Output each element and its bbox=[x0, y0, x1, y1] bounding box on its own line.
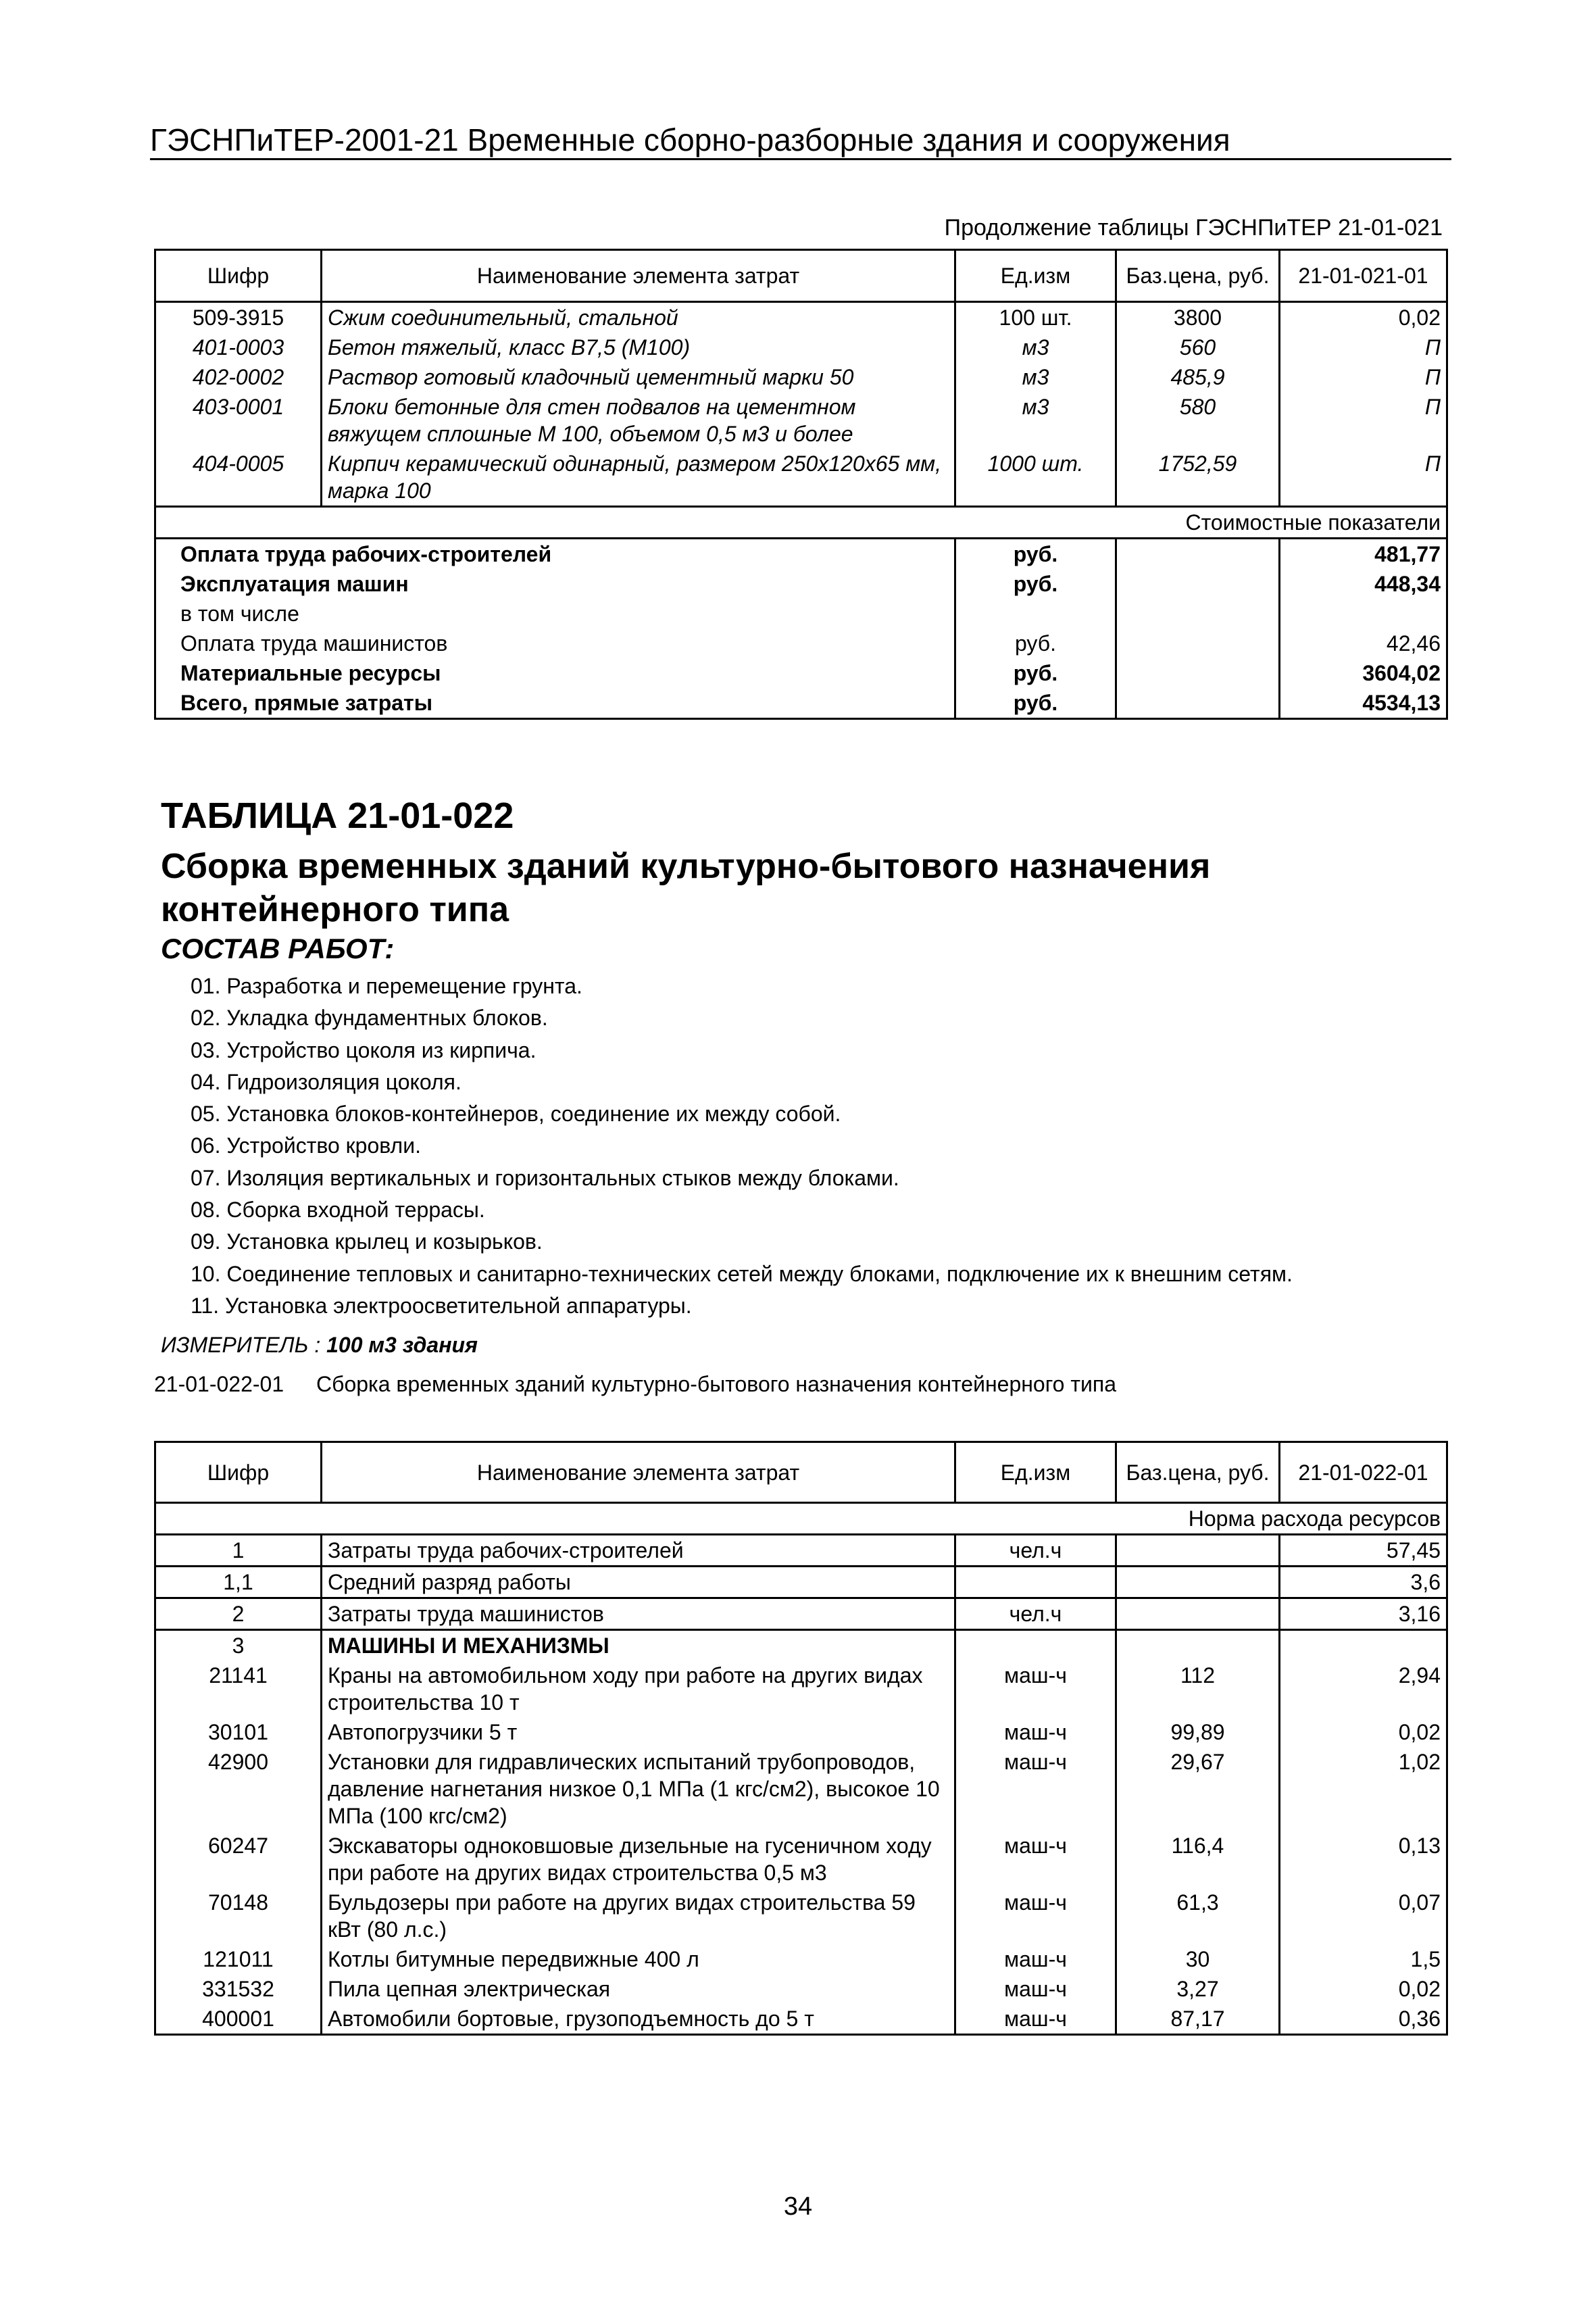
row-name: Затраты труда рабочих-строителей bbox=[322, 1535, 955, 1567]
cost-name: Материальные ресурсы bbox=[155, 658, 955, 688]
cost-row bbox=[155, 599, 1447, 629]
table-name: Сборка временных зданий культурно-бытового назначения контейнерного типа bbox=[161, 847, 1211, 929]
running-header: ГЭСНПиТЕР-2001-21 Временные сборно-разборные здания и сооружения bbox=[150, 122, 1230, 157]
row-value bbox=[1280, 1630, 1447, 1661]
row-price: 1752,59 bbox=[1116, 449, 1280, 507]
rate-code: 21-01-022-01 bbox=[154, 1372, 284, 1396]
cost-header: Стоимостные показатели bbox=[155, 507, 1447, 539]
table-row bbox=[155, 1717, 1447, 1747]
row-price: 580 bbox=[1116, 392, 1280, 449]
row-value: 0,36 bbox=[1280, 2004, 1447, 2035]
list-item: 11. Установка электроосветительной аппаратуры. bbox=[191, 1293, 692, 1318]
table-row bbox=[155, 362, 1447, 392]
row-unit: чел.ч bbox=[955, 1535, 1116, 1567]
table-row bbox=[155, 333, 1447, 362]
column-header-rate: 21-01-021-01 bbox=[1280, 250, 1447, 302]
cost-value: 481,77 bbox=[1280, 539, 1447, 570]
row-value: 0,02 bbox=[1280, 302, 1447, 333]
row-name: МАШИНЫ И МЕХАНИЗМЫ bbox=[322, 1630, 955, 1661]
row-price: 485,9 bbox=[1116, 362, 1280, 392]
table-row bbox=[155, 449, 1447, 507]
list-item: 08. Сборка входной террасы. bbox=[191, 1198, 485, 1223]
row-value: П bbox=[1280, 449, 1447, 507]
row-unit: чел.ч bbox=[955, 1598, 1116, 1630]
cost-price-empty bbox=[1116, 688, 1280, 719]
row-code: 30101 bbox=[155, 1717, 322, 1747]
row-unit bbox=[955, 1567, 1116, 1598]
norm-header-row bbox=[155, 1503, 1447, 1535]
list-item: 10. Соединение тепловых и санитарно-технических сетей между блоками, подключение их к внешним сетям. bbox=[191, 1261, 1293, 1286]
list-item: 09. Установка крылец и козырьков. bbox=[191, 1229, 543, 1254]
row-code: 400001 bbox=[155, 2004, 322, 2035]
table-row bbox=[155, 1974, 1447, 2004]
table-row bbox=[155, 1747, 1447, 1831]
table-row bbox=[155, 1567, 1447, 1598]
header-rule bbox=[150, 158, 1451, 160]
row-code: 402-0002 bbox=[155, 362, 322, 392]
works-list bbox=[191, 970, 1293, 1322]
row-name: Бетон тяжелый, класс В7,5 (М100) bbox=[322, 333, 955, 362]
row-code: 1,1 bbox=[155, 1567, 322, 1598]
row-value: 0,02 bbox=[1280, 1974, 1447, 2004]
column-header-unit: Ед.изм bbox=[955, 1442, 1116, 1503]
row-code: 70148 bbox=[155, 1888, 322, 1944]
works-label: СОСТАВ РАБОТ: bbox=[161, 933, 395, 964]
row-code: 2 bbox=[155, 1598, 322, 1630]
rate-name: Сборка временных зданий культурно-бытового назначения контейнерного типа bbox=[316, 1372, 1117, 1396]
cost-value: 3604,02 bbox=[1280, 658, 1447, 688]
row-price: 3800 bbox=[1116, 302, 1280, 333]
cost-row bbox=[155, 569, 1447, 599]
list-item: 06. Устройство кровли. bbox=[191, 1133, 421, 1158]
list-item: 07. Изоляция вертикальных и горизонтальных стыков между блоками. bbox=[191, 1165, 899, 1190]
list-item: 02. Укладка фундаментных блоков. bbox=[191, 1006, 548, 1031]
row-price: 99,89 bbox=[1116, 1717, 1280, 1747]
row-unit: маш-ч bbox=[955, 1717, 1116, 1747]
cost-row bbox=[155, 629, 1447, 658]
row-value: 2,94 bbox=[1280, 1660, 1447, 1717]
column-header-price: Баз.цена, руб. bbox=[1116, 1442, 1280, 1503]
row-name: Бульдозеры при работе на других видах строительства 59 кВт (80 л.с.) bbox=[322, 1888, 955, 1944]
row-unit: маш-ч bbox=[955, 1944, 1116, 1974]
column-header-code: Шифр bbox=[155, 1442, 322, 1503]
row-name: Средний разряд работы bbox=[322, 1567, 955, 1598]
table-row bbox=[155, 392, 1447, 449]
cost-price-empty bbox=[1116, 599, 1280, 629]
cost-value: 42,46 bbox=[1280, 629, 1447, 658]
row-unit: маш-ч bbox=[955, 1974, 1116, 2004]
row-unit: маш-ч bbox=[955, 1747, 1116, 1831]
row-price bbox=[1116, 1567, 1280, 1598]
row-price: 116,4 bbox=[1116, 1831, 1280, 1888]
row-price bbox=[1116, 1535, 1280, 1567]
table-row bbox=[155, 1630, 1447, 1661]
table-row bbox=[155, 1888, 1447, 1944]
cost-value: 448,34 bbox=[1280, 569, 1447, 599]
row-name: Котлы битумные передвижные 400 л bbox=[322, 1944, 955, 1974]
column-header-code: Шифр bbox=[155, 250, 322, 302]
column-header-rate: 21-01-022-01 bbox=[1280, 1442, 1447, 1503]
row-value: 1,02 bbox=[1280, 1747, 1447, 1831]
cost-value: 4534,13 bbox=[1280, 688, 1447, 719]
row-value: 3,6 bbox=[1280, 1567, 1447, 1598]
cost-row bbox=[155, 658, 1447, 688]
row-unit: 100 шт. bbox=[955, 302, 1116, 333]
table-row bbox=[155, 1660, 1447, 1717]
cost-price-empty bbox=[1116, 658, 1280, 688]
column-header-unit: Ед.изм bbox=[955, 250, 1116, 302]
row-name: Сжим соединительный, стальной bbox=[322, 302, 955, 333]
row-price bbox=[1116, 1598, 1280, 1630]
row-value: П bbox=[1280, 333, 1447, 362]
row-price: 3,27 bbox=[1116, 1974, 1280, 2004]
row-unit: 1000 шт. bbox=[955, 449, 1116, 507]
cost-name: Всего, прямые затраты bbox=[155, 688, 955, 719]
row-value: 0,13 bbox=[1280, 1831, 1447, 1888]
row-code: 42900 bbox=[155, 1747, 322, 1831]
meter-label: ИЗМЕРИТЕЛЬ : bbox=[161, 1333, 321, 1357]
table-header-row bbox=[155, 1442, 1447, 1503]
cost-name: в том числе bbox=[155, 599, 955, 629]
cost-header-row bbox=[155, 507, 1447, 539]
resource-table-continued bbox=[154, 249, 1448, 720]
row-unit: м3 bbox=[955, 392, 1116, 449]
row-unit: маш-ч bbox=[955, 1888, 1116, 1944]
table-title: ТАБЛИЦА 21-01-022 bbox=[161, 795, 514, 836]
column-header-name: Наименование элемента затрат bbox=[322, 1442, 955, 1503]
cost-price-empty bbox=[1116, 539, 1280, 570]
row-name: Затраты труда машинистов bbox=[322, 1598, 955, 1630]
column-header-price: Баз.цена, руб. bbox=[1116, 250, 1280, 302]
cost-unit: руб. bbox=[955, 569, 1116, 599]
row-value: 57,45 bbox=[1280, 1535, 1447, 1567]
meter-value: 100 м3 здания bbox=[326, 1333, 478, 1357]
list-item: 01. Разработка и перемещение грунта. bbox=[191, 974, 582, 998]
list-item: 03. Устройство цоколя из кирпича. bbox=[191, 1037, 537, 1062]
table-row bbox=[155, 1535, 1447, 1567]
cost-unit: руб. bbox=[955, 539, 1116, 570]
row-name: Кирпич керамический одинарный, размером 250х120х65 мм, марка 100 bbox=[322, 449, 955, 507]
table-continuation-caption: Продолжение таблицы ГЭСНПиТЕР 21-01-021 bbox=[944, 215, 1443, 241]
row-price: 112 bbox=[1116, 1660, 1280, 1717]
table-row bbox=[155, 1598, 1447, 1630]
row-price: 61,3 bbox=[1116, 1888, 1280, 1944]
row-name: Экскаваторы одноковшовые дизельные на гусеничном ходу при работе на других видах строительства 0,5 м3 bbox=[322, 1831, 955, 1888]
row-code: 3 bbox=[155, 1630, 322, 1661]
cost-unit: руб. bbox=[955, 658, 1116, 688]
row-value: П bbox=[1280, 392, 1447, 449]
cost-name: Эксплуатация машин bbox=[155, 569, 955, 599]
cost-unit: руб. bbox=[955, 688, 1116, 719]
row-value: 3,16 bbox=[1280, 1598, 1447, 1630]
norm-header: Норма расхода ресурсов bbox=[155, 1503, 1447, 1535]
row-name: Автопогрузчики 5 т bbox=[322, 1717, 955, 1747]
row-code: 331532 bbox=[155, 1974, 322, 2004]
row-price bbox=[1116, 1630, 1280, 1661]
table-row bbox=[155, 2004, 1447, 2035]
row-name: Блоки бетонные для стен подвалов на цементном вяжущем сплошные М 100, объемом 0,5 м3 и более bbox=[322, 392, 955, 449]
column-header-name: Наименование элемента затрат bbox=[322, 250, 955, 302]
row-code: 404-0005 bbox=[155, 449, 322, 507]
table-row bbox=[155, 1831, 1447, 1888]
row-unit: м3 bbox=[955, 362, 1116, 392]
rate-line bbox=[154, 1372, 1116, 1397]
cost-row bbox=[155, 688, 1447, 719]
table-row bbox=[155, 1944, 1447, 1974]
meter-line bbox=[161, 1333, 478, 1358]
cost-price-empty bbox=[1116, 629, 1280, 658]
row-name: Автомобили бортовые, грузоподъемность до 5 т bbox=[322, 2004, 955, 2035]
row-unit: м3 bbox=[955, 333, 1116, 362]
row-code: 121011 bbox=[155, 1944, 322, 1974]
page-number: 34 bbox=[783, 2192, 813, 2221]
row-unit: маш-ч bbox=[955, 1831, 1116, 1888]
row-unit bbox=[955, 1630, 1116, 1661]
row-code: 403-0001 bbox=[155, 392, 322, 449]
table-header-row bbox=[155, 250, 1447, 302]
resource-norm-table bbox=[154, 1441, 1448, 2036]
row-value: 0,02 bbox=[1280, 1717, 1447, 1747]
row-price: 30 bbox=[1116, 1944, 1280, 1974]
row-name: Краны на автомобильном ходу при работе на других видах строительства 10 т bbox=[322, 1660, 955, 1717]
row-value: П bbox=[1280, 362, 1447, 392]
row-value: 1,5 bbox=[1280, 1944, 1447, 1974]
row-name: Установки для гидравлических испытаний трубопроводов, давление нагнетания низкое 0,1 МПа (1 кгс/см2), высокое 10 МПа (100 кгс/см2) bbox=[322, 1747, 955, 1831]
cost-row bbox=[155, 539, 1447, 570]
row-unit: маш-ч bbox=[955, 2004, 1116, 2035]
cost-name: Оплата труда рабочих-строителей bbox=[155, 539, 955, 570]
row-code: 401-0003 bbox=[155, 333, 322, 362]
row-price: 29,67 bbox=[1116, 1747, 1280, 1831]
row-name: Раствор готовый кладочный цементный марки 50 bbox=[322, 362, 955, 392]
row-name: Пила цепная электрическая bbox=[322, 1974, 955, 2004]
list-item: 05. Установка блоков-контейнеров, соединение их между собой. bbox=[191, 1102, 841, 1127]
row-price: 560 bbox=[1116, 333, 1280, 362]
cost-value bbox=[1280, 599, 1447, 629]
cost-name: Оплата труда машинистов bbox=[155, 629, 955, 658]
row-code: 1 bbox=[155, 1535, 322, 1567]
row-code: 60247 bbox=[155, 1831, 322, 1888]
row-code: 21141 bbox=[155, 1660, 322, 1717]
row-code: 509-3915 bbox=[155, 302, 322, 333]
list-item: 04. Гидроизоляция цоколя. bbox=[191, 1069, 462, 1094]
cost-unit bbox=[955, 599, 1116, 629]
row-value: 0,07 bbox=[1280, 1888, 1447, 1944]
table-row bbox=[155, 302, 1447, 333]
row-price: 87,17 bbox=[1116, 2004, 1280, 2035]
cost-unit: руб. bbox=[955, 629, 1116, 658]
row-unit: маш-ч bbox=[955, 1660, 1116, 1717]
cost-price-empty bbox=[1116, 569, 1280, 599]
